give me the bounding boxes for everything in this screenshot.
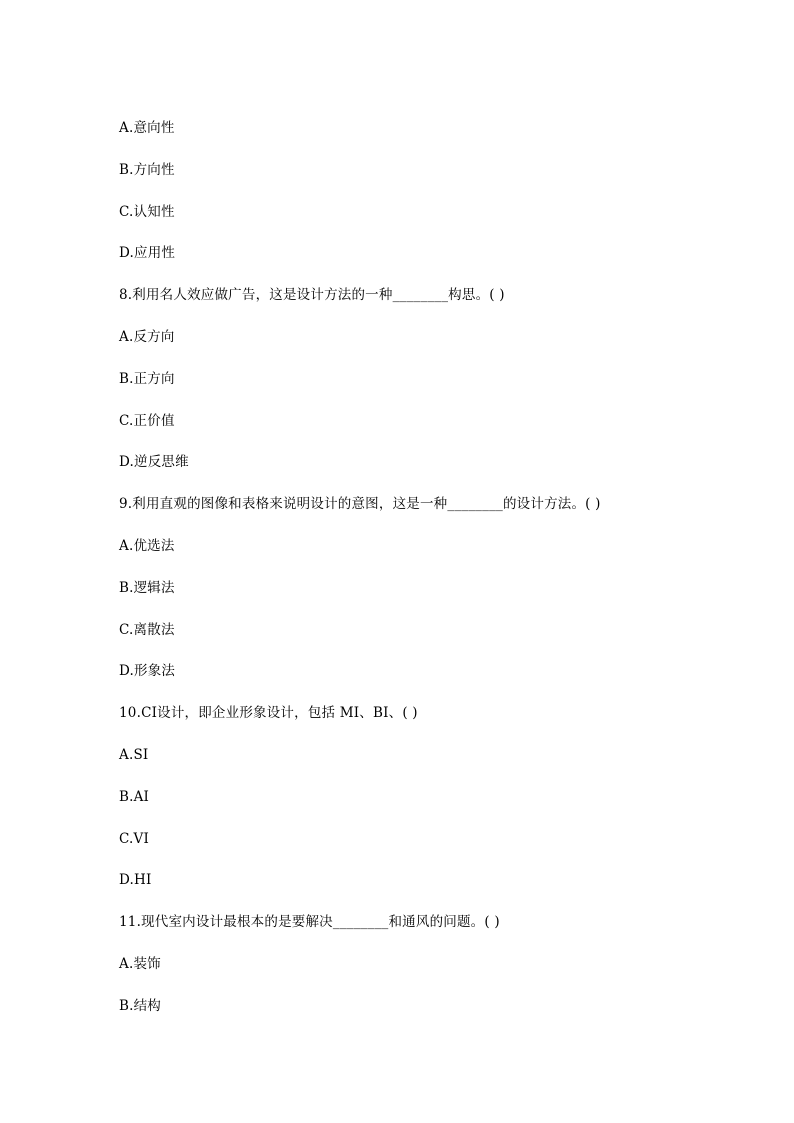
option-line: A.反方向 — [119, 328, 175, 345]
option-line: A.装饰 — [119, 955, 161, 972]
option-line: D.形象法 — [119, 663, 176, 680]
option-line: C.认知性 — [119, 203, 175, 220]
option-line: C.离散法 — [119, 621, 175, 638]
option-line: A.SI — [119, 746, 149, 763]
question-line: 11.现代室内设计最根本的是要解决________和通风的问题。( ) — [119, 914, 500, 931]
option-line: A.意向性 — [119, 120, 175, 136]
option-line: B.AI — [119, 788, 150, 805]
option-line: B.逻辑法 — [119, 579, 175, 596]
option-line: C.正价值 — [119, 412, 175, 429]
option-line: D.应用性 — [119, 245, 176, 262]
option-line: C.VI — [119, 830, 150, 847]
option-line: D.HI — [119, 872, 152, 889]
question-line: 8.利用名人效应做广告，这是设计方法的一种________构思。( ) — [119, 287, 505, 304]
option-line: A.优选法 — [119, 537, 175, 554]
option-line: B.正方向 — [119, 370, 175, 387]
option-line: D.逆反思维 — [119, 454, 189, 471]
option-line: B.方向性 — [119, 161, 175, 178]
question-line: 9.利用直观的图像和表格来说明设计的意图，这是一种________的设计方法。( ) — [119, 496, 601, 513]
option-line: B.结构 — [119, 997, 162, 1014]
question-line: 10.CI设计，即企业形象设计，包括 MI、BI、( ) — [119, 705, 418, 722]
question-list — [119, 117, 759, 1037]
